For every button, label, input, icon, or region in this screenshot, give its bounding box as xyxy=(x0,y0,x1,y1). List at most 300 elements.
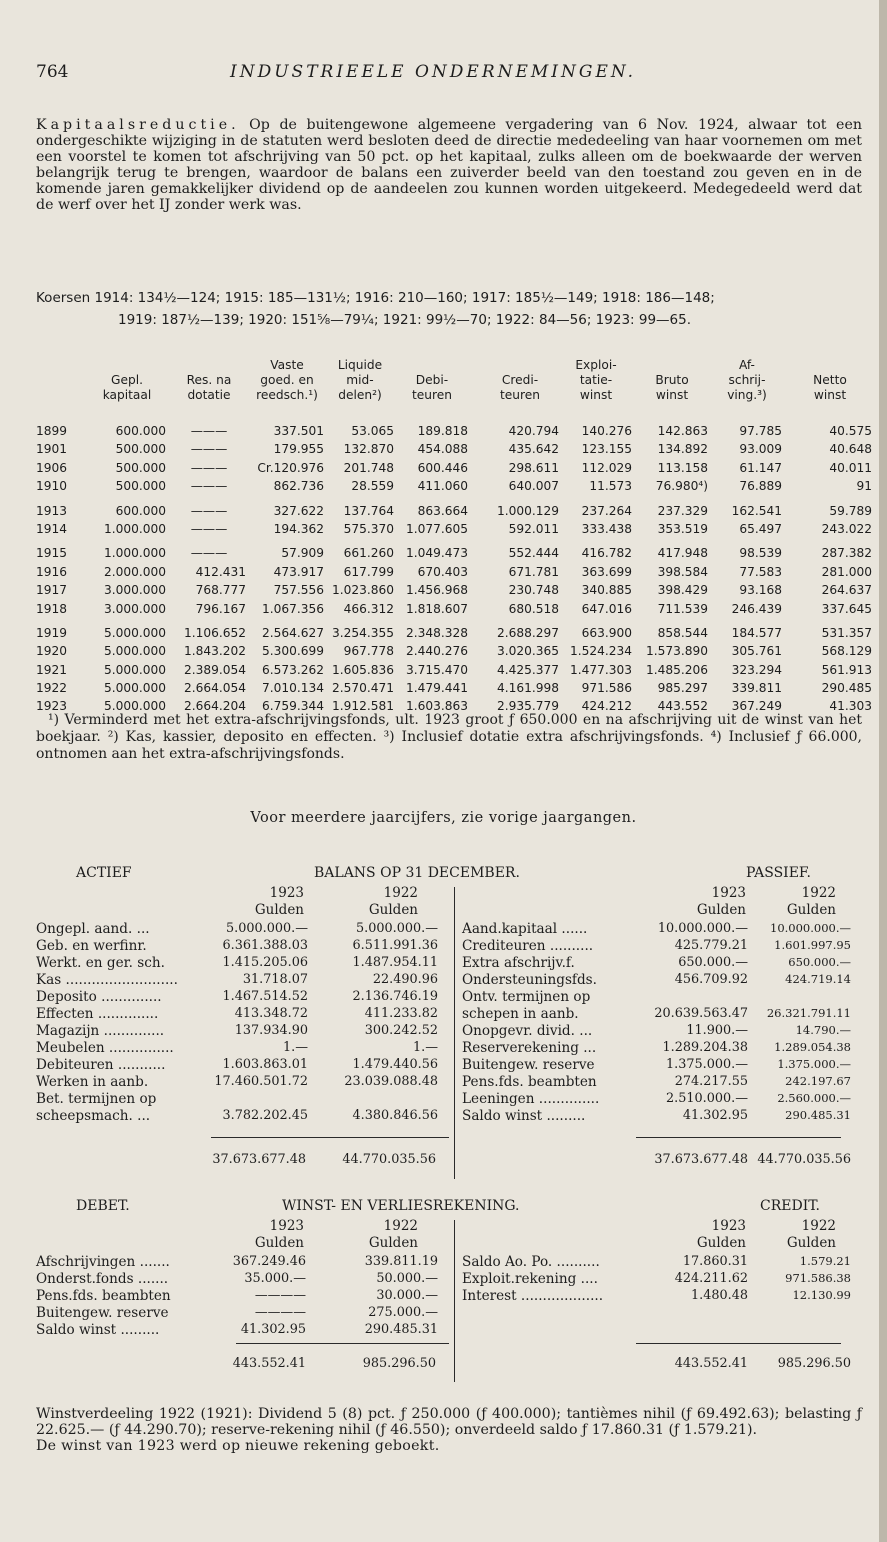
balance-right-v1923: 41.302.95 xyxy=(682,1108,748,1123)
history-cell: 1.000.000 xyxy=(103,546,166,561)
history-cell: 3.000.000 xyxy=(103,601,166,616)
history-cell: 600.000 xyxy=(115,424,166,438)
history-cell: 600.446 xyxy=(417,460,468,475)
history-header-3: Liquide mid- delen²) xyxy=(337,358,383,402)
history-year: 1899 xyxy=(36,424,68,438)
balance-line xyxy=(36,1108,862,1125)
pl-year-1922-right: 1922 xyxy=(801,1218,836,1234)
history-year: 1916 xyxy=(36,564,68,579)
footnotes-text: ¹) Verminderd met het extra-afschrijvingsfonds, ult. 1923 groot ƒ 650.000 en na afschrijving uit de winst van het boekjaar. ²) Kas, kassier, deposito en effecten. ³) Inclusief dotatie extra afschrijvingsfonds. ⁴) Inclusief ƒ 66.000, ontnomen aan het extra-afschrijvingsfonds. xyxy=(36,712,862,762)
pl-lines xyxy=(36,1254,862,1344)
history-cell: 367.249 xyxy=(731,699,782,714)
history-cell: 3.715.470 xyxy=(405,662,468,677)
history-cell: 3.000.000 xyxy=(103,583,166,598)
balance-left-v1922: 4.380.846.56 xyxy=(352,1108,438,1123)
history-cell: 568.129 xyxy=(821,644,872,659)
balance-right-v1923: 11.900.— xyxy=(686,1023,748,1038)
history-cell: 290.485 xyxy=(821,681,872,696)
history-header-1: Res. na dotatie xyxy=(186,373,232,402)
history-row xyxy=(36,546,876,564)
history-cell: 184.577 xyxy=(731,625,782,640)
balance-right-v1922: 424.719.14 xyxy=(785,972,851,986)
balance-left-v1923: 413.348.72 xyxy=(234,1006,308,1021)
balance-left-v1923: 17.460.501.72 xyxy=(214,1074,308,1089)
history-cell: 281.000 xyxy=(821,564,872,579)
history-cell: 137.764 xyxy=(343,503,394,518)
history-row xyxy=(36,602,876,620)
history-cell: 796.167 xyxy=(195,601,246,616)
history-cell: 552.444 xyxy=(508,546,559,561)
history-cell: 5.000.000 xyxy=(103,662,166,677)
pl-right-v1923: 1.480.48 xyxy=(691,1288,748,1303)
balance-left-label: Ongepl. aand. ... xyxy=(36,921,150,937)
history-cell: 575.370 xyxy=(343,521,394,536)
history-row xyxy=(36,565,876,583)
history-cell: 398.429 xyxy=(657,583,708,598)
intro-paragraph xyxy=(36,117,862,213)
history-cell: 435.642 xyxy=(508,442,559,457)
balance-right-v1923: 456.709.92 xyxy=(674,972,748,987)
history-cell: 3.254.355 xyxy=(331,625,394,640)
balance-right-v1922: 650.000.— xyxy=(788,955,851,969)
history-cell: 140.276 xyxy=(581,424,632,438)
history-cell: 2.348.328 xyxy=(405,625,468,640)
history-cell: 1.106.652 xyxy=(183,625,246,640)
history-cell: 333.438 xyxy=(581,521,632,536)
pl-right-label: Exploit.rekening .... xyxy=(462,1271,598,1287)
balance-right-label: Pens.fds. beambten xyxy=(462,1074,597,1090)
balance-line xyxy=(36,1091,862,1108)
history-row xyxy=(36,479,876,497)
balance-unit-right-1: Gulden xyxy=(696,902,746,918)
profit-loss-account xyxy=(36,1198,862,1388)
history-cell: 768.777 xyxy=(195,583,246,598)
history-row xyxy=(36,644,876,662)
balance-right-label: Saldo winst ......... xyxy=(462,1108,586,1124)
history-cell: 162.541 xyxy=(731,503,782,518)
history-cell: 298.611 xyxy=(508,460,559,475)
history-cell: 1.456.968 xyxy=(405,583,468,598)
balance-total-right-1922: 44.770.035.56 xyxy=(757,1152,851,1167)
history-cell: 237.264 xyxy=(581,503,632,518)
balance-left-label: Bet. termijnen op xyxy=(36,1091,157,1107)
balance-left-label: Werkt. en ger. sch. xyxy=(36,955,165,971)
history-cell: 420.794 xyxy=(508,424,559,438)
winstverdeeling-text: Winstverdeeling 1922 (1921): Dividend 5 (8) pct. ƒ 250.000 (ƒ 400.000); tantièmes nihil (ƒ 69.492.63); belasting ƒ 22.625.— (ƒ 44.290.70); reserve-rekening nihil (ƒ 46.550); onverdeeld saldo ƒ 17.860.31 (ƒ 1.579.21). xyxy=(36,1406,862,1438)
balance-right-v1922: 2.560.000.— xyxy=(777,1091,851,1105)
pl-line xyxy=(36,1271,862,1288)
pl-right-v1923: 424.211.62 xyxy=(674,1271,748,1286)
history-cell: 2.664.054 xyxy=(183,681,246,696)
history-year: 1922 xyxy=(36,681,68,696)
balance-left-v1922: 1.479.440.56 xyxy=(352,1057,438,1072)
history-year: 1906 xyxy=(36,460,68,475)
koersen-line-2: 1919: 187½—139; 1920: 151⅝—79¼; 1921: 99½—70; 1922: 84—56; 1923: 99—65. xyxy=(118,312,692,328)
pl-left-v1922: 30.000.— xyxy=(376,1288,438,1303)
history-cell: ——— xyxy=(190,546,228,561)
balance-right-v1923: 10.000.000.— xyxy=(657,921,748,936)
pl-right-label: Interest ................... xyxy=(462,1288,604,1304)
balance-left-v1922: 300.242.52 xyxy=(364,1023,438,1038)
history-row xyxy=(36,663,876,681)
pl-column-heads xyxy=(36,1218,862,1254)
balance-left-v1923: 1.467.514.52 xyxy=(222,989,308,1004)
balance-unit-left-1: Gulden xyxy=(254,902,304,918)
history-cell: 424.212 xyxy=(581,699,632,714)
balance-right-v1922: 1.375.000.— xyxy=(777,1057,851,1071)
history-cell: 53.065 xyxy=(351,424,394,438)
balance-left-label: Meubelen ............... xyxy=(36,1040,174,1056)
history-cell: 61.147 xyxy=(739,460,782,475)
history-cell: 6.759.344 xyxy=(261,699,324,714)
history-cell: 93.168 xyxy=(739,583,782,598)
history-cell: 1.000.129 xyxy=(496,503,559,518)
balance-left-label: Kas .......................... xyxy=(36,972,178,988)
history-cell: 757.556 xyxy=(273,583,324,598)
history-cell: 473.917 xyxy=(273,564,324,579)
history-cell: 1.000.000 xyxy=(103,521,166,536)
history-cell: 1.485.206 xyxy=(645,662,708,677)
history-cell: 230.748 xyxy=(508,583,559,598)
history-cell: 561.913 xyxy=(821,662,872,677)
history-cell: 134.892 xyxy=(657,442,708,457)
balance-year-1923-right: 1923 xyxy=(711,885,746,901)
history-cell: 305.761 xyxy=(731,644,782,659)
history-cell: 4.425.377 xyxy=(496,662,559,677)
balance-left-v1922: 22.490.96 xyxy=(372,972,438,987)
pl-unit-left-2: Gulden xyxy=(368,1235,418,1251)
pl-year-1922-left: 1922 xyxy=(383,1218,418,1234)
pl-right-v1922: 971.586.38 xyxy=(785,1271,851,1285)
history-cell: 76.980⁴) xyxy=(655,479,708,494)
history-header-8: Af- schrij- ving.³) xyxy=(727,358,767,402)
balance-left-v1923: 6.361.388.03 xyxy=(222,938,308,953)
pl-totals xyxy=(36,1356,862,1373)
history-cell: 1.049.473 xyxy=(405,546,468,561)
balance-right-v1922: 26.321.791.11 xyxy=(766,1006,851,1020)
pl-left-v1922: 290.485.31 xyxy=(364,1322,438,1337)
pl-total-right-1922: 985.296.50 xyxy=(777,1356,851,1371)
balance-line xyxy=(36,1074,862,1091)
history-cell: 2.000.000 xyxy=(103,564,166,579)
history-year: 1918 xyxy=(36,601,68,616)
history-cell: 57.909 xyxy=(281,546,324,561)
balance-right-label: Crediteuren .......... xyxy=(462,938,594,954)
balance-year-1923-left: 1923 xyxy=(269,885,304,901)
balance-left-v1923: 1.415.205.06 xyxy=(222,955,308,970)
history-cell: 600.000 xyxy=(115,503,166,518)
history-cell: 77.583 xyxy=(739,564,782,579)
history-row xyxy=(36,626,876,644)
history-cell: 41.303 xyxy=(829,699,872,714)
balance-left-v1923: 137.934.90 xyxy=(234,1023,308,1038)
history-cell: 617.799 xyxy=(343,564,394,579)
history-cell: 1.912.581 xyxy=(331,699,394,714)
history-cell: 1.603.863 xyxy=(405,699,468,714)
pl-total-rule-left xyxy=(236,1343,449,1344)
pl-total-left-1923: 443.552.41 xyxy=(232,1356,306,1371)
pl-right-v1923: 17.860.31 xyxy=(682,1254,748,1269)
history-cell: 5.000.000 xyxy=(103,699,166,714)
history-cell: 500.000 xyxy=(115,460,166,475)
balance-left-v1923: 1.603.863.01 xyxy=(222,1057,308,1072)
history-row xyxy=(36,442,876,460)
history-cell: 112.029 xyxy=(581,460,632,475)
balance-left-v1922: 411.233.82 xyxy=(364,1006,438,1021)
balance-total-left-1923: 37.673.677.48 xyxy=(212,1152,306,1167)
history-cell: 142.863 xyxy=(657,424,708,438)
pl-unit-right-1: Gulden xyxy=(696,1235,746,1251)
history-cell: 412.431 xyxy=(195,564,246,579)
balance-right-v1922: 242.197.67 xyxy=(785,1074,851,1088)
balance-right-label: Ondersteuningsfds. xyxy=(462,972,597,988)
pl-year-1923-left: 1923 xyxy=(269,1218,304,1234)
history-cell: 2.570.471 xyxy=(331,681,394,696)
history-cell: 201.748 xyxy=(343,460,394,475)
history-cell: 91 xyxy=(856,479,872,494)
balance-total-right-1923: 37.673.677.48 xyxy=(654,1152,748,1167)
history-cell: 40.011 xyxy=(829,460,872,475)
history-cell: 7.010.134 xyxy=(261,681,324,696)
history-cell: 2.935.779 xyxy=(496,699,559,714)
history-year: 1915 xyxy=(36,546,68,561)
history-header-9: Netto winst xyxy=(813,373,847,402)
balance-left-label: Werken in aanb. xyxy=(36,1074,149,1090)
page-header xyxy=(36,62,856,92)
pl-left-v1923: ———— xyxy=(254,1305,306,1320)
history-cell: 500.000 xyxy=(115,479,166,494)
pl-left-v1922: 339.811.19 xyxy=(364,1254,438,1269)
history-cell: 1.843.202 xyxy=(183,644,246,659)
balance-left-v1922: 5.000.000.— xyxy=(356,921,438,936)
history-cell: 6.573.262 xyxy=(261,662,324,677)
balance-totals xyxy=(36,1152,862,1169)
history-cell: 398.584 xyxy=(657,564,708,579)
balance-right-v1923: 274.217.55 xyxy=(674,1074,748,1089)
history-year: 1914 xyxy=(36,521,68,536)
balance-total-left-1922: 44.770.035.56 xyxy=(342,1152,436,1167)
history-cell: 363.699 xyxy=(581,564,632,579)
closing-paragraph xyxy=(36,1406,862,1454)
pl-left-v1923: ———— xyxy=(254,1288,306,1303)
pl-total-left-1922: 985.296.50 xyxy=(362,1356,436,1371)
history-cell: 1.479.441 xyxy=(405,681,468,696)
history-cell: 5.000.000 xyxy=(103,625,166,640)
history-cell: 353.519 xyxy=(657,521,708,536)
balance-right-v1922: 10.000.000.— xyxy=(770,921,851,935)
history-cell: 411.060 xyxy=(417,479,468,494)
page-number: 764 xyxy=(36,62,69,82)
balance-right-label: Buitengew. reserve xyxy=(462,1057,595,1073)
balance-line xyxy=(36,955,862,972)
balance-line xyxy=(36,921,862,938)
balance-left-v1923: 31.718.07 xyxy=(242,972,308,987)
history-cell: 967.778 xyxy=(343,644,394,659)
history-cell: 985.297 xyxy=(657,681,708,696)
history-cell: 76.889 xyxy=(739,479,782,494)
balance-right-v1923: 650.000.— xyxy=(678,955,748,970)
balance-year-1922-right: 1922 xyxy=(801,885,836,901)
history-cell: 327.622 xyxy=(273,503,324,518)
pl-right-v1922: 1.579.21 xyxy=(799,1254,851,1268)
balance-left-label: Effecten .............. xyxy=(36,1006,159,1022)
history-cell: 661.260 xyxy=(343,546,394,561)
balance-total-rule-right xyxy=(636,1137,841,1138)
balance-center-title: BALANS OP 31 DECEMBER. xyxy=(314,865,520,881)
history-row xyxy=(36,461,876,479)
pl-unit-right-2: Gulden xyxy=(786,1235,836,1251)
history-cell: 417.948 xyxy=(657,546,708,561)
history-cell: 443.552 xyxy=(657,699,708,714)
history-cell: 863.664 xyxy=(417,503,468,518)
history-cell: 647.016 xyxy=(581,601,632,616)
book-spine-shadow xyxy=(879,0,887,1542)
history-cell: 3.020.365 xyxy=(496,644,559,659)
balance-right-label: Leeningen .............. xyxy=(462,1091,600,1107)
pl-left-v1923: 35.000.— xyxy=(244,1271,306,1286)
history-cell: 5.000.000 xyxy=(103,681,166,696)
history-table xyxy=(36,358,876,718)
history-cell: 123.155 xyxy=(581,442,632,457)
footnotes xyxy=(36,712,862,763)
koersen-block xyxy=(36,287,876,331)
balance-left-v1923: 3.782.202.45 xyxy=(222,1108,308,1123)
history-cell: 339.811 xyxy=(731,681,782,696)
history-row xyxy=(36,681,876,699)
balance-title-row xyxy=(36,865,862,885)
balance-right-v1922: 1.601.997.95 xyxy=(774,938,851,952)
balance-left-title: ACTIEF xyxy=(76,865,132,881)
history-cell: 40.575 xyxy=(829,424,872,438)
pl-center-title: WINST- EN VERLIESREKENING. xyxy=(282,1198,520,1214)
pl-right-v1922: 12.130.99 xyxy=(792,1288,851,1302)
history-cell: ——— xyxy=(190,503,228,518)
history-cell: 2.440.276 xyxy=(405,644,468,659)
balance-sheet xyxy=(36,865,862,1185)
history-row xyxy=(36,583,876,601)
history-cell: 1.023.860 xyxy=(331,583,394,598)
history-year: 1913 xyxy=(36,503,68,518)
balance-lines xyxy=(36,921,862,1141)
balance-right-v1922: 1.289.054.38 xyxy=(774,1040,851,1054)
balance-left-v1922: 23.039.088.48 xyxy=(344,1074,438,1089)
balance-right-v1923: 20.639.563.47 xyxy=(654,1006,748,1021)
pl-year-1923-right: 1923 xyxy=(711,1218,746,1234)
pl-left-label: Onderst.fonds ....... xyxy=(36,1271,169,1287)
pl-title-row xyxy=(36,1198,862,1218)
history-cell: ——— xyxy=(190,460,228,475)
history-cell: ——— xyxy=(190,424,228,438)
pl-unit-left-1: Gulden xyxy=(254,1235,304,1251)
balance-column-heads xyxy=(36,885,862,921)
pl-left-label: Afschrijvingen ....... xyxy=(36,1254,170,1270)
pl-right-label: Saldo Ao. Po. .......... xyxy=(462,1254,600,1270)
running-title: INDUSTRIEELE ONDERNEMINGEN. xyxy=(230,62,637,82)
history-cell: 858.544 xyxy=(657,625,708,640)
history-cell: 862.736 xyxy=(273,479,324,494)
balance-unit-right-2: Gulden xyxy=(786,902,836,918)
history-row xyxy=(36,504,876,522)
balance-left-label: Geb. en werfinr. xyxy=(36,938,147,954)
history-cell: 40.648 xyxy=(829,442,872,457)
balance-line xyxy=(36,1057,862,1074)
history-cell: 264.637 xyxy=(821,583,872,598)
balance-center-rule xyxy=(454,887,455,1179)
history-cell: 97.785 xyxy=(739,424,782,438)
balance-left-label: Deposito .............. xyxy=(36,989,162,1005)
history-header-5: Credi- teuren xyxy=(500,373,540,402)
balance-line xyxy=(36,989,862,1006)
history-cell: 500.000 xyxy=(115,442,166,457)
history-cell: 1.818.607 xyxy=(405,601,468,616)
pl-left-title: DEBET. xyxy=(76,1198,130,1214)
history-cell: 1.477.303 xyxy=(569,662,632,677)
winst-note: De winst van 1923 werd op nieuwe rekening geboekt. xyxy=(36,1438,440,1454)
history-cell: 243.022 xyxy=(821,521,872,536)
history-cell: 671.781 xyxy=(508,564,559,579)
history-cell: ——— xyxy=(190,442,228,457)
history-cell: 93.009 xyxy=(739,442,782,457)
history-cell: 65.497 xyxy=(739,521,782,536)
pl-left-label: Buitengew. reserve xyxy=(36,1305,169,1321)
balance-right-label: Onopgevr. divid. ... xyxy=(462,1023,593,1039)
balance-line xyxy=(36,938,862,955)
balance-left-v1922: 1.— xyxy=(412,1040,438,1055)
history-year: 1901 xyxy=(36,442,68,457)
balance-left-label: Debiteuren ........... xyxy=(36,1057,166,1073)
balance-left-label: scheepsmach. ... xyxy=(36,1108,151,1124)
balance-line xyxy=(36,1040,862,1057)
history-cell: 113.158 xyxy=(657,460,708,475)
pl-line xyxy=(36,1254,862,1271)
history-cell: ——— xyxy=(190,521,228,536)
history-cell: 1.067.356 xyxy=(261,601,324,616)
history-year: 1917 xyxy=(36,583,68,598)
balance-line xyxy=(36,1023,862,1040)
history-cell: 1.524.234 xyxy=(569,644,632,659)
balance-year-1922-left: 1922 xyxy=(383,885,418,901)
history-cell: 466.312 xyxy=(343,601,394,616)
history-cell: 337.501 xyxy=(273,424,324,438)
balance-right-label: Aand.kapitaal ...... xyxy=(462,921,588,937)
history-row xyxy=(36,522,876,540)
balance-left-label: Magazijn .............. xyxy=(36,1023,165,1039)
balance-total-rule-left xyxy=(211,1137,449,1138)
balance-unit-left-2: Gulden xyxy=(368,902,418,918)
history-cell: 711.539 xyxy=(657,601,708,616)
history-cell: 680.518 xyxy=(508,601,559,616)
history-header-4: Debi- teuren xyxy=(412,373,452,402)
history-cell: 237.329 xyxy=(657,503,708,518)
history-header-2: Vaste goed. en reedsch.¹) xyxy=(256,358,318,402)
balance-right-title: PASSIEF. xyxy=(746,865,811,881)
history-cell: 2.389.054 xyxy=(183,662,246,677)
pl-left-v1922: 50.000.— xyxy=(376,1271,438,1286)
history-year: 1910 xyxy=(36,479,68,494)
history-cell: 5.300.699 xyxy=(261,644,324,659)
balance-right-v1923: 1.375.000.— xyxy=(666,1057,748,1072)
balance-left-v1922: 2.136.746.19 xyxy=(352,989,438,1004)
history-header-0: Gepl. kapitaal xyxy=(102,373,152,402)
history-cell: 5.000.000 xyxy=(103,644,166,659)
balance-right-v1922: 290.485.31 xyxy=(785,1108,851,1122)
more-years-note: Voor meerdere jaarcijfers, zie vorige jaargangen. xyxy=(250,810,637,826)
history-cell: Cr.120.976 xyxy=(257,460,324,475)
history-year: 1919 xyxy=(36,625,68,640)
history-cell: 1.077.605 xyxy=(405,521,468,536)
history-year: 1920 xyxy=(36,644,68,659)
history-cell: 132.870 xyxy=(343,442,394,457)
